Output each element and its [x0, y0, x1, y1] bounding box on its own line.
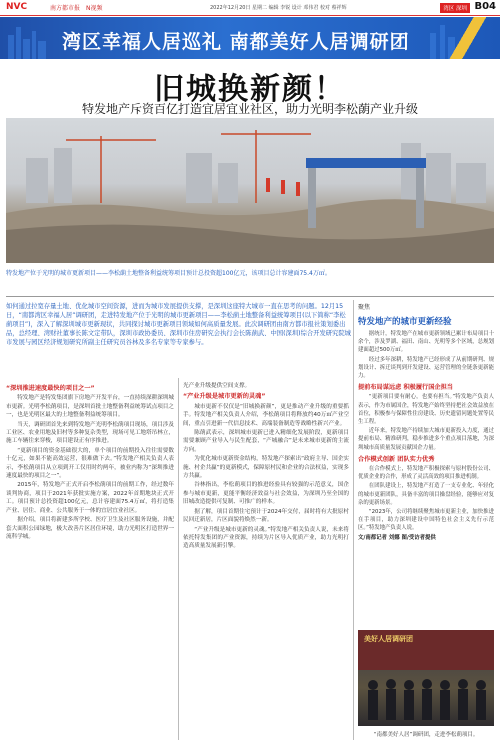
masthead-brand-sub: 南方都市报	[50, 5, 81, 12]
group-photo-caption: “南都美好人居”调研团，走进李松蓢项目。	[373, 732, 479, 738]
body-paragraph: 在合作模式上，特发地产积极探索与原村股份公司、优质企业的合作，形成了灵活高效的项目推进机制。	[358, 466, 494, 481]
banner-accent-stripe	[440, 17, 500, 59]
body-paragraph: 城市更新不仅仅是“旧城换新颜”，更是推动产业升级的重要抓手。特发地产相关负责人介绍，李松蓢项目将释放约40万㎡产业空间，重点引进新一代信息技术、高端装备制造等战略性新兴产业。	[183, 403, 349, 427]
photo-caption: 特发地产位于光明的城市更新项目——李松蓢土地整备利益统筹项目预计总投资超100亿元，该项目总计容建面75.4万㎡。	[6, 270, 331, 277]
body-paragraph: 光产业升级提供空间支撑。	[183, 383, 251, 389]
headline: 旧城换新颜！	[154, 72, 346, 107]
body-paragraph: 在团队建设上，特发地产打造了一支专业化、年轻化的城市更新团队，具备丰富的项目操盘经验，能够应对复杂的更新场景。	[358, 483, 494, 506]
section-heading: “深圳推进速度最快的项目之一”	[6, 385, 95, 392]
masthead-brand-sub2: N视频	[86, 5, 103, 12]
subheadline: 特发地产斥资百亿打造宜居宜业社区，助力光明李松蓢产业升级	[81, 102, 418, 116]
issue-meta: 2022年12月20日 星期二 编辑 李锐 设计 邓伟君 校对 蔡祥辉	[210, 5, 347, 11]
masthead-bar	[0, 0, 500, 16]
section-heading: 合作模式创新 团队实力优秀	[358, 455, 435, 463]
body-paragraph: “更新项目的资金基础很大的，单个项目的前期投入往往需要数十亿元，如果不能高效运营，很难做下去。”特发地产相关负责人表示，李松蓢项目从立项到开工仅用时约两年，被业内称为“深圳推进速度最快的项目之一”。	[6, 447, 174, 480]
body-paragraph: 近年来，特发地产持续加大城市更新投入力度，通过提前布局、精准研判，稳步推进多个重点项目落地，为深圳城市高质量发展贡献国企力量。	[358, 428, 494, 451]
column-banner	[0, 17, 500, 59]
section-divider	[6, 296, 494, 297]
byline: 文/南都记者 刘娜 图/受访者提供	[358, 534, 436, 541]
body-paragraph: 陈蓢武表示，深圳城市更新已进入精细化发展阶段，更新项目需要兼顾产业导入与民生配套，“产城融合”是未来城市更新的主流方向。	[183, 430, 349, 453]
column-divider-right	[353, 300, 354, 740]
body-paragraph: “2023年，公司将继续聚焦城市更新主业，加快推进在手项目，助力深圳建设中国特色社会主义先行示范区。”特发地产负责人说。	[358, 509, 494, 532]
group-photo-icon	[358, 630, 494, 726]
body-paragraph: “产业升级是城市更新的灵魂。”特发地产相关负责人说，未来将依托特发集团的产业资源，持续为片区导入优质产业，助力光明打造高质量发展新引擎。	[183, 526, 349, 550]
body-paragraph: 为优化城市更新资金结构，特发地产探索出“政府主导、国企实施、村企共赢”的更新模式，保障原村民和企业的合法权益，实现多方共赢。	[183, 456, 349, 480]
body-paragraph: 据了解，项目首期住宅预计于2024年交付，届时将有大批原村民回迁新居，片区面貌将焕然一新。	[183, 508, 349, 524]
sidebar-kicker: 聚焦	[358, 304, 371, 311]
construction-site-photo	[6, 118, 494, 263]
article-column-1	[6, 382, 174, 542]
sidebar-title: 特发地产的城市更新经验	[358, 317, 452, 327]
sidebar-article	[358, 330, 494, 543]
column-divider-mid	[178, 378, 179, 740]
section-tag: 湾区 深圳	[440, 3, 470, 13]
body-paragraph: 特发地产是特发集团旗下房地产开发平台，一直持续深耕深圳城市更新。光明李松蓢项目，是深圳首批土地整备利益统筹试点项目之一，也是光明区最大的土地整备利益统筹项目。	[6, 395, 174, 419]
group-photo	[358, 630, 494, 726]
body-paragraph: “更新项目要有耐心，也要有担当。”特发地产负责人表示，作为市属国企，特发地产始终坚持把社会效益放在首位，积极参与保障性住房建设、历史遗留问题处置等民生工程。	[358, 394, 494, 426]
body-paragraph: 据介绍，项目将新建多所学校、医疗卫生及社区服务设施，并配套大面积公园绿地，极大改善片区居住环境，助力光明区打造世界一流科学城。	[6, 517, 174, 540]
body-paragraph: 当天，调研团首先来到特发地产光明李松蓢项目现场，项目涉及工业区、农业用地及旧村等多种复杂类型，现场可见工地塔吊林立，施工车辆往来穿梭，项目建设正有序推进。	[6, 421, 174, 445]
article-column-2	[183, 382, 349, 552]
lead-paragraph: 如何通过拉宽存量土地、优化城市空间资源，进而为城市发展提供支撑，是深圳这座特大城市一直在思考的问题。12月15日，“南都湾区幸福人居”调研团，走进特发地产位于光明的城市更新项目——李松蓢土地整备利益统筹项目(以下简称“李松蓢项目”)，深入了解深圳城市更新现状，共同探讨城市更新项目领域如何高质量发展。此次调研团由南方都市报社策划委出品，总经理、湾财社董事长陈文定带队，深圳市政协委员、深圳市住房研究会执行会长陈蓢武、中国(深圳)综合开发研究院城市发展与园区经济规划研究所副主任研究员谷林及多名专家等专家参与。	[6, 303, 351, 346]
group-photo-banner-text: 美好人居调研团	[364, 635, 413, 643]
construction-scene-icon	[6, 118, 494, 263]
body-paragraph: 2015年，特发地产正式开启李松蓢项目的前期工作，经过数年谈判协商，项目于2021年获批实施方案，2022年首期地块正式开工。项目预计总投资超100亿元，总计容建面75.4万㎡，将打造集产业、居住、商业、公共服务于一体的宜居宜业社区。	[6, 482, 174, 514]
masthead-logo: NVC	[6, 2, 28, 12]
body-paragraph: 据统计，特发地产在城市更新领域已累计布局项目十余个，涉及罗湖、福田、南山、光明等多个区域，总规划建面超过500万㎡。	[358, 331, 494, 354]
page-number: B04	[474, 1, 496, 12]
section-heading: 提前布局谋远虑 积极履行国企担当	[358, 384, 453, 392]
banner-title: 湾区幸福人居巡礼 南都美好人居调研团	[62, 31, 410, 53]
body-paragraph: 经过多年深耕，特发地产已经形成了从前期研判、规划设计、拆迁谈判到开发建设、运营管理的全链条更新能力。	[358, 356, 494, 380]
body-paragraph: 谷林指出，李松蓢项目的推进经验具有较强的示范意义，国企参与城市更新，更能平衡经济效益与社会效益，为深圳乃至全国的旧城改造提供可复制、可推广的样本。	[183, 482, 349, 506]
section-heading: “产业升级是城市更新的灵魂”	[183, 393, 266, 401]
